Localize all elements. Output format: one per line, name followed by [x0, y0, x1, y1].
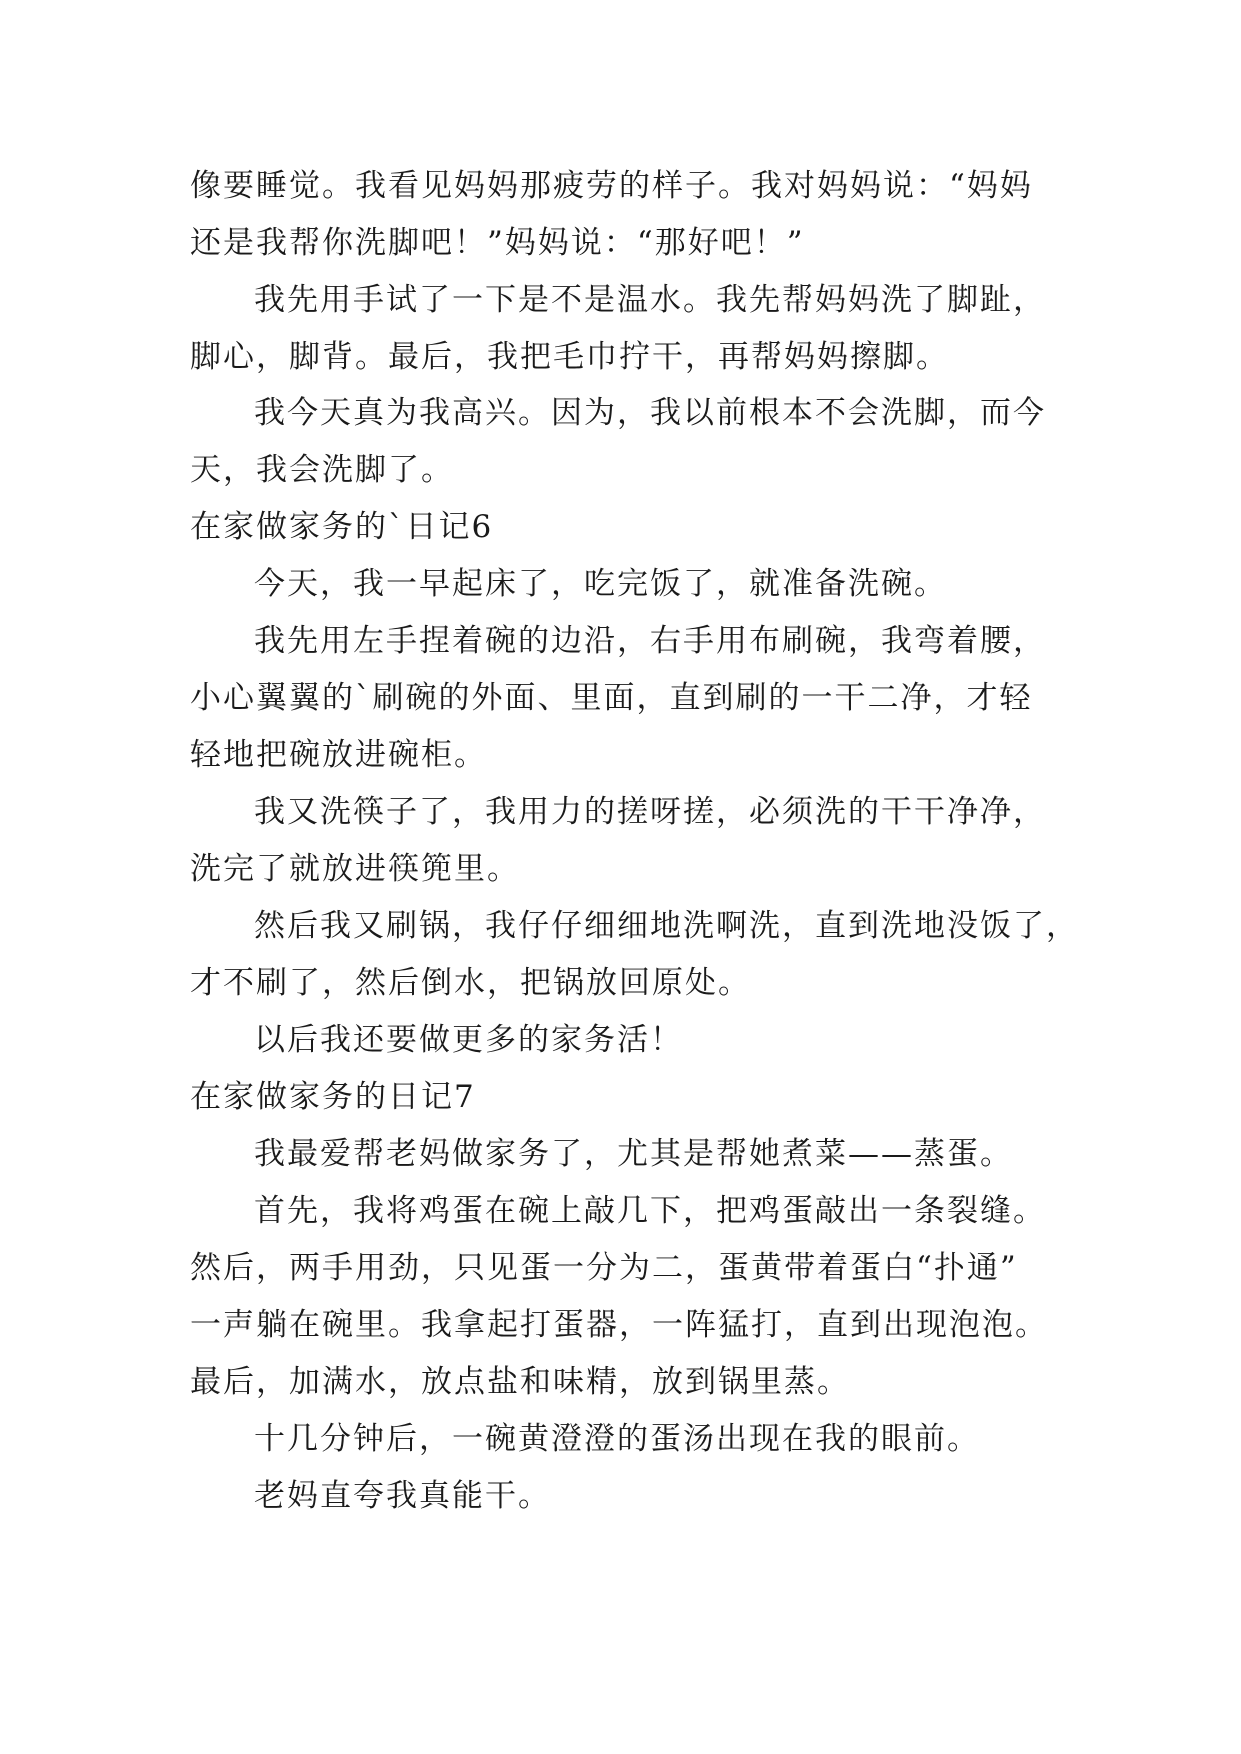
paragraph-line: 小心翼翼的`刷碗的外面、里面，直到刷的一干二净，才轻	[190, 680, 1033, 716]
paragraph-line: 然后，两手用劲，只见蛋一分为二，蛋黄带着蛋白“扑通”	[190, 1250, 1018, 1286]
paragraph-line: 才不刷了，然后倒水，把锅放回原处。	[190, 965, 751, 1001]
paragraph-line: 最后，加满水，放点盐和味精，放到锅里蒸。	[190, 1364, 850, 1400]
paragraph-line: 轻地把碗放进碗柜。	[190, 737, 487, 773]
paragraph-line: 然后我又刷锅，我仔仔细细地洗啊洗，直到洗地没饭了，	[254, 908, 1079, 944]
paragraph-line: 脚心，脚背。最后，我把毛巾拧干，再帮妈妈擦脚。	[190, 339, 949, 375]
paragraph-line: 我又洗筷子了，我用力的搓呀搓，必须洗的干干净净，	[254, 794, 1046, 830]
paragraph-line: 天，我会洗脚了。	[190, 452, 454, 488]
paragraph-line: 老妈直夸我真能干。	[254, 1478, 551, 1514]
paragraph-line: 我今天真为我高兴。因为，我以前根本不会洗脚，而今	[254, 395, 1046, 431]
paragraph-line: 一声躺在碗里。我拿起打蛋器，一阵猛打，直到出现泡泡。	[190, 1307, 1048, 1343]
paragraph-line: 以后我还要做更多的家务活！	[254, 1022, 683, 1058]
paragraph-line: 像要睡觉。我看见妈妈那疲劳的样子。我对妈妈说：“妈妈	[190, 168, 1033, 204]
paragraph-line: 首先，我将鸡蛋在碗上敲几下，把鸡蛋敲出一条裂缝。	[254, 1193, 1046, 1229]
paragraph-line: 我最爱帮老妈做家务了，尤其是帮她煮菜——蒸蛋。	[254, 1136, 1013, 1172]
paragraph-line: 我先用手试了一下是不是温水。我先帮妈妈洗了脚趾，	[254, 282, 1046, 318]
paragraph-line: 今天，我一早起床了，吃完饭了，就准备洗碗。	[254, 566, 947, 602]
section-heading: 在家做家务的`日记6	[190, 509, 494, 545]
section-heading: 在家做家务的日记7	[190, 1079, 476, 1115]
paragraph-line: 我先用左手捏着碗的边沿，右手用布刷碗，我弯着腰，	[254, 623, 1046, 659]
paragraph-line: 十几分钟后，一碗黄澄澄的蛋汤出现在我的眼前。	[254, 1421, 980, 1457]
paragraph-line: 还是我帮你洗脚吧！”妈妈说：“那好吧！”	[190, 225, 805, 261]
paragraph-line: 洗完了就放进筷篼里。	[190, 851, 520, 887]
